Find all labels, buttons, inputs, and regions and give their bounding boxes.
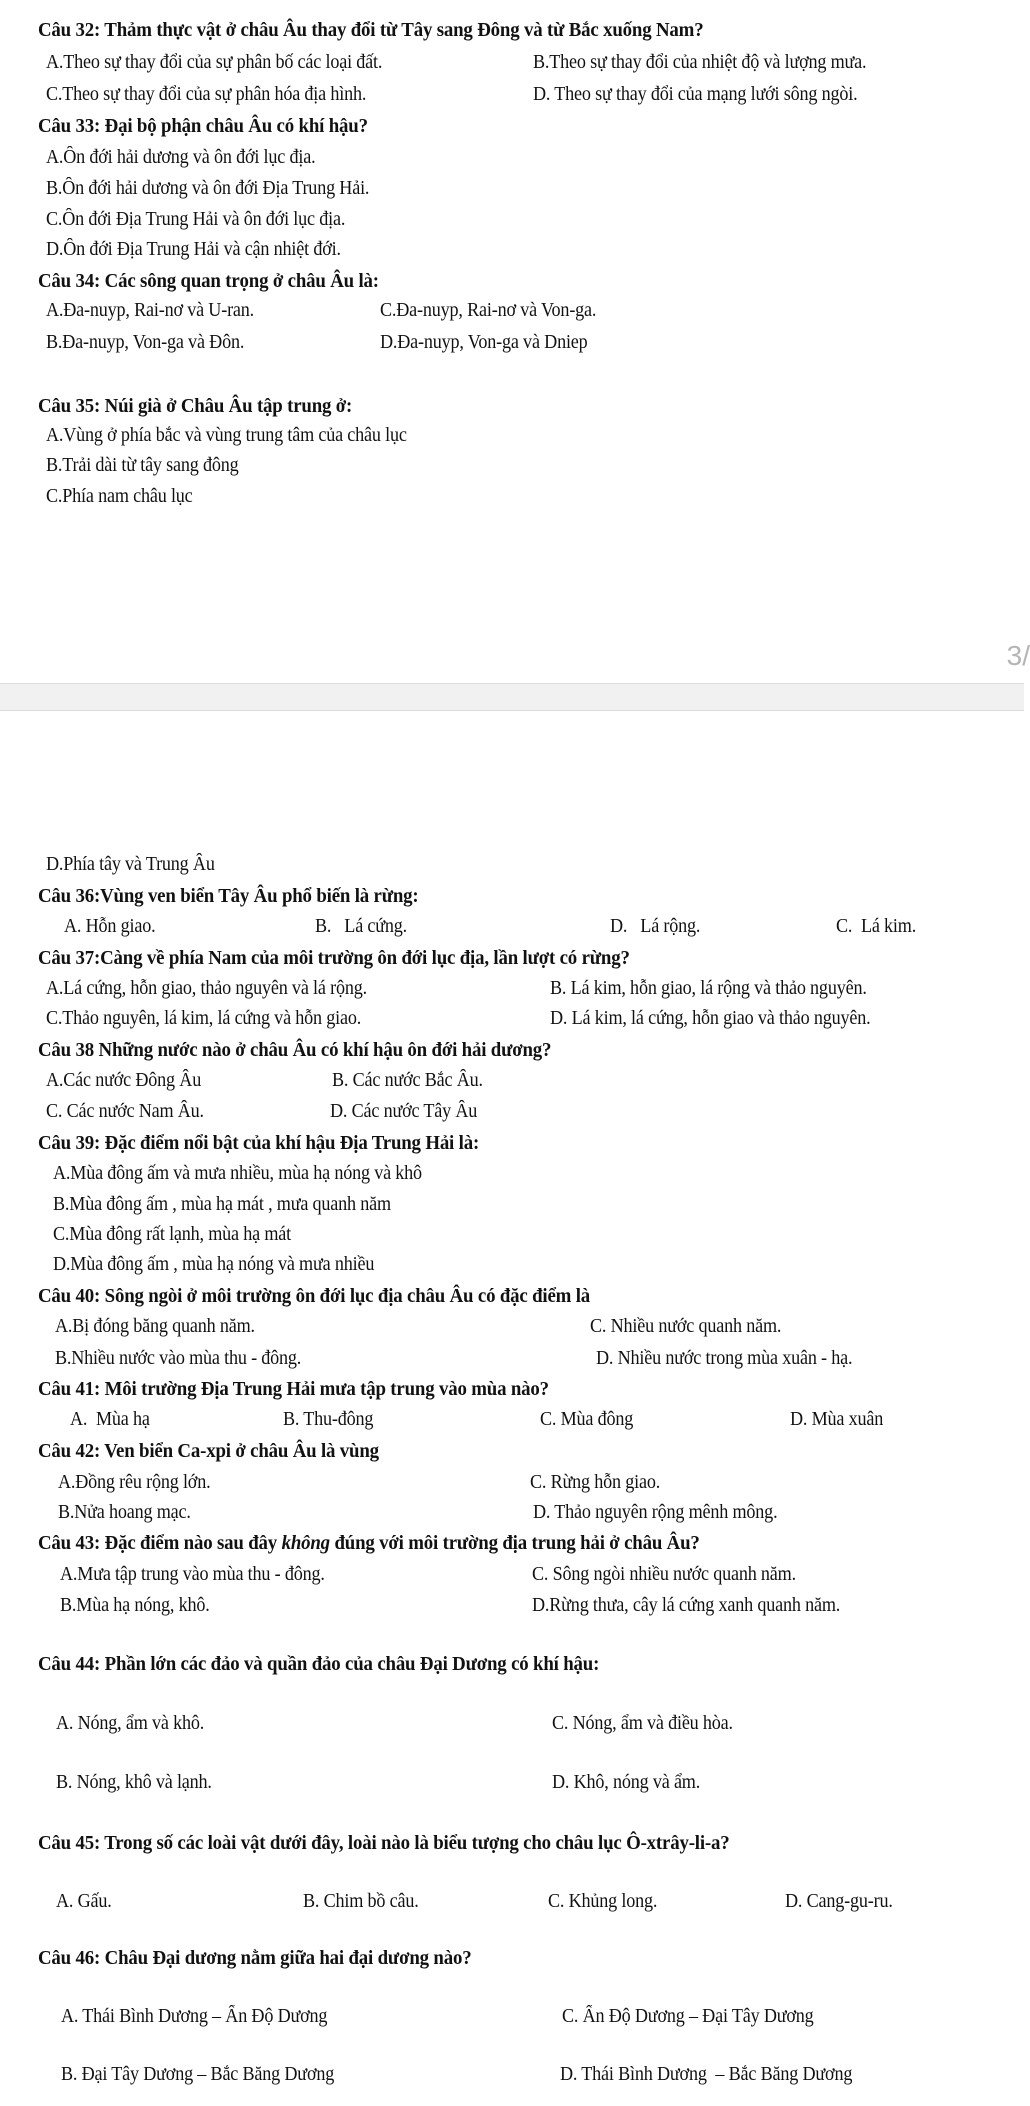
option-c: C.Đa-nuyp, Rai-nơ và Von-ga. bbox=[380, 300, 597, 321]
option-b: B. Thu-đông bbox=[283, 1409, 374, 1430]
option-b: B. Các nước Bắc Âu. bbox=[332, 1070, 483, 1091]
option-b: B.Theo sự thay đổi của nhiệt độ và lượng mưa. bbox=[533, 52, 867, 73]
option-b: B. Lá kim, hỗn giao, lá rộng và thảo nguyên. bbox=[550, 978, 867, 999]
option-d: D.Đa-nuyp, Von-ga và Dniep bbox=[380, 332, 588, 353]
question-38 bbox=[38, 1037, 551, 1063]
option-d: D. Thảo nguyên rộng mênh mông. bbox=[533, 1502, 778, 1523]
option-d: D. Mùa xuân bbox=[790, 1409, 884, 1430]
question-text: Vùng ven biển Tây Âu phổ biến là rừng: bbox=[100, 885, 419, 907]
option-a: A.Bị đóng băng quanh năm. bbox=[55, 1316, 255, 1337]
question-number: Câu 44: bbox=[38, 1653, 101, 1675]
question-39 bbox=[38, 1130, 479, 1156]
page-separator bbox=[0, 683, 1024, 711]
option-b: B.Đa-nuyp, Von-ga và Đôn. bbox=[46, 332, 245, 353]
question-45 bbox=[38, 1830, 730, 1856]
question-text: Trong số các loài vật dưới đây, loài nào là biểu tượng cho châu lục Ô-xtrây-li-a? bbox=[104, 1832, 730, 1854]
option-a: A.Mùa đông ấm và mưa nhiều, mùa hạ nóng và khô bbox=[53, 1163, 422, 1184]
option-b: B.Mùa đông ấm , mùa hạ mát , mưa quanh năm bbox=[53, 1194, 391, 1215]
option-d: D. Các nước Tây Âu bbox=[330, 1101, 478, 1122]
option-a: A.Theo sự thay đổi của sự phân bố các loại đất. bbox=[46, 52, 383, 73]
question-text: đúng với môi trường địa trung hải ở châu Âu? bbox=[329, 1532, 700, 1554]
option-c: C.Phía nam châu lục bbox=[46, 486, 193, 507]
question-44 bbox=[38, 1651, 599, 1677]
question-text: Những nước nào ở châu Âu có khí hậu ôn đới hải dương? bbox=[94, 1039, 552, 1061]
option-c: C.Ôn đới Địa Trung Hải và ôn đới lục địa. bbox=[46, 209, 346, 230]
question-34 bbox=[38, 268, 379, 294]
page-number: 3/ bbox=[1006, 640, 1030, 671]
question-text: Thảm thực vật ở châu Âu thay đổi từ Tây sang Đông và từ Bắc xuống Nam? bbox=[104, 19, 704, 41]
option-b: B.Trải dài từ tây sang đông bbox=[46, 455, 239, 476]
option-c: C. Mùa đông bbox=[540, 1409, 634, 1430]
option-c: C.Mùa đông rất lạnh, mùa hạ mát bbox=[53, 1224, 292, 1245]
question-number: Câu 37: bbox=[38, 947, 101, 969]
option-b: B. Nóng, khô và lạnh. bbox=[56, 1772, 212, 1793]
option-b: B.Nhiều nước vào mùa thu - đông. bbox=[55, 1348, 302, 1369]
question-37 bbox=[38, 945, 630, 971]
option-b: B. Đại Tây Dương – Bắc Băng Dương bbox=[61, 2064, 335, 2085]
question-43 bbox=[38, 1530, 700, 1556]
question-text: Ven biển Ca-xpi ở châu Âu là vùng bbox=[104, 1440, 379, 1462]
option-c: C. Sông ngòi nhiều nước quanh năm. bbox=[532, 1564, 796, 1585]
question-text: Càng về phía Nam của môi trường ôn đới lục địa, lần lượt có rừng? bbox=[100, 947, 630, 969]
option-a: A.Ôn đới hải dương và ôn đới lục địa. bbox=[46, 147, 316, 168]
option-d: D.Phía tây và Trung Âu bbox=[46, 854, 215, 875]
option-a: A.Các nước Đông Âu bbox=[46, 1070, 202, 1091]
option-d: D. Khô, nóng và ẩm. bbox=[552, 1772, 701, 1793]
question-number: Câu 32: bbox=[38, 19, 101, 41]
option-c: C. Lá kim. bbox=[836, 916, 917, 937]
question-text: Sông ngòi ở môi trường ôn đới lục địa châu Âu có đặc điểm là bbox=[104, 1285, 591, 1307]
question-41 bbox=[38, 1376, 549, 1402]
option-a: A. Thái Bình Dương – Ấn Độ Dương bbox=[61, 2006, 328, 2027]
option-c: C. Khủng long. bbox=[548, 1891, 658, 1912]
question-number: Câu 45: bbox=[38, 1832, 101, 1854]
option-a: A.Lá cứng, hỗn giao, thảo nguyên và lá rộng. bbox=[46, 978, 367, 999]
question-number: Câu 46: bbox=[38, 1947, 101, 1969]
question-46 bbox=[38, 1945, 471, 1971]
option-d: D. Thái Bình Dương – Bắc Băng Dương bbox=[560, 2064, 853, 2085]
option-d: D.Rừng thưa, cây lá cứng xanh quanh năm. bbox=[532, 1595, 841, 1616]
option-a: A.Đa-nuyp, Rai-nơ và U-ran. bbox=[46, 300, 255, 321]
option-a: A. Mùa hạ bbox=[70, 1409, 150, 1430]
question-number: Câu 41: bbox=[38, 1378, 101, 1400]
question-number: Câu 40: bbox=[38, 1285, 101, 1307]
option-d: D. Cang-gu-ru. bbox=[785, 1891, 893, 1912]
option-a: A. Hỗn giao. bbox=[64, 916, 156, 937]
option-b: B. Lá cứng. bbox=[315, 916, 408, 937]
question-text: Đặc điểm nào sau đây bbox=[104, 1532, 282, 1554]
question-text: Môi trường Địa Trung Hải mưa tập trung vào mùa nào? bbox=[104, 1378, 549, 1400]
question-number: Câu 35: bbox=[38, 395, 101, 417]
question-text: Các sông quan trọng ở châu Âu là: bbox=[104, 270, 379, 292]
option-c: C. Các nước Nam Âu. bbox=[46, 1101, 204, 1122]
option-d: D. Lá kim, lá cứng, hỗn giao và thảo nguyên. bbox=[550, 1008, 871, 1029]
option-a: A.Vùng ở phía bắc và vùng trung tâm của châu lục bbox=[46, 425, 407, 446]
question-number: Câu 34: bbox=[38, 270, 101, 292]
question-text: Phần lớn các đảo và quần đảo của châu Đại Dương có khí hậu: bbox=[104, 1653, 600, 1675]
option-c: C.Thảo nguyên, lá kim, lá cứng và hỗn giao. bbox=[46, 1008, 362, 1029]
question-number: Câu 33: bbox=[38, 115, 101, 137]
option-c: C. Nhiều nước quanh năm. bbox=[590, 1316, 782, 1337]
question-text: Châu Đại dương nằm giữa hai đại dương nào? bbox=[104, 1947, 472, 1969]
question-text: Núi già ở Châu Âu tập trung ở: bbox=[104, 395, 353, 417]
option-a: A.Đồng rêu rộng lớn. bbox=[58, 1472, 211, 1493]
question-number: Câu 43: bbox=[38, 1532, 101, 1554]
question-33 bbox=[38, 113, 368, 139]
option-d: D.Mùa đông ấm , mùa hạ nóng và mưa nhiều bbox=[53, 1254, 375, 1275]
option-b: B.Nửa hoang mạc. bbox=[58, 1502, 191, 1523]
question-40 bbox=[38, 1283, 590, 1309]
option-a: A. Gấu. bbox=[56, 1891, 112, 1912]
question-42 bbox=[38, 1438, 379, 1464]
question-number: Câu 42: bbox=[38, 1440, 101, 1462]
option-c: C. Nóng, ẩm và điều hòa. bbox=[552, 1713, 733, 1734]
question-text: Đại bộ phận châu Âu có khí hậu? bbox=[104, 115, 368, 137]
question-number: Câu 39: bbox=[38, 1132, 101, 1154]
option-d: D. Theo sự thay đổi của mạng lưới sông ngòi. bbox=[533, 84, 858, 105]
option-a: A.Mưa tập trung vào mùa thu - đông. bbox=[60, 1564, 325, 1585]
option-d: D.Ôn đới Địa Trung Hải và cận nhiệt đới. bbox=[46, 239, 341, 260]
option-c: C.Theo sự thay đổi của sự phân hóa địa hình. bbox=[46, 84, 367, 105]
question-32 bbox=[38, 17, 703, 43]
question-text: Đặc điểm nổi bật của khí hậu Địa Trung Hải là: bbox=[104, 1132, 480, 1154]
question-35 bbox=[38, 393, 352, 419]
option-d: D. Lá rộng. bbox=[610, 916, 701, 937]
option-b: B.Mùa hạ nóng, khô. bbox=[60, 1595, 210, 1616]
question-number: Câu 38 bbox=[38, 1039, 95, 1061]
option-b: B.Ôn đới hải dương và ôn đới Địa Trung Hải. bbox=[46, 178, 370, 199]
option-d: D. Nhiều nước trong mùa xuân - hạ. bbox=[596, 1348, 853, 1369]
option-b: B. Chim bồ câu. bbox=[303, 1891, 419, 1912]
question-number: Câu 36: bbox=[38, 885, 101, 907]
option-c: C. Ấn Độ Dương – Đại Tây Dương bbox=[562, 2006, 814, 2027]
question-36 bbox=[38, 883, 419, 909]
option-a: A. Nóng, ẩm và khô. bbox=[56, 1713, 205, 1734]
option-c: C. Rừng hỗn giao. bbox=[530, 1472, 661, 1493]
emphasis-text: không bbox=[281, 1532, 330, 1554]
